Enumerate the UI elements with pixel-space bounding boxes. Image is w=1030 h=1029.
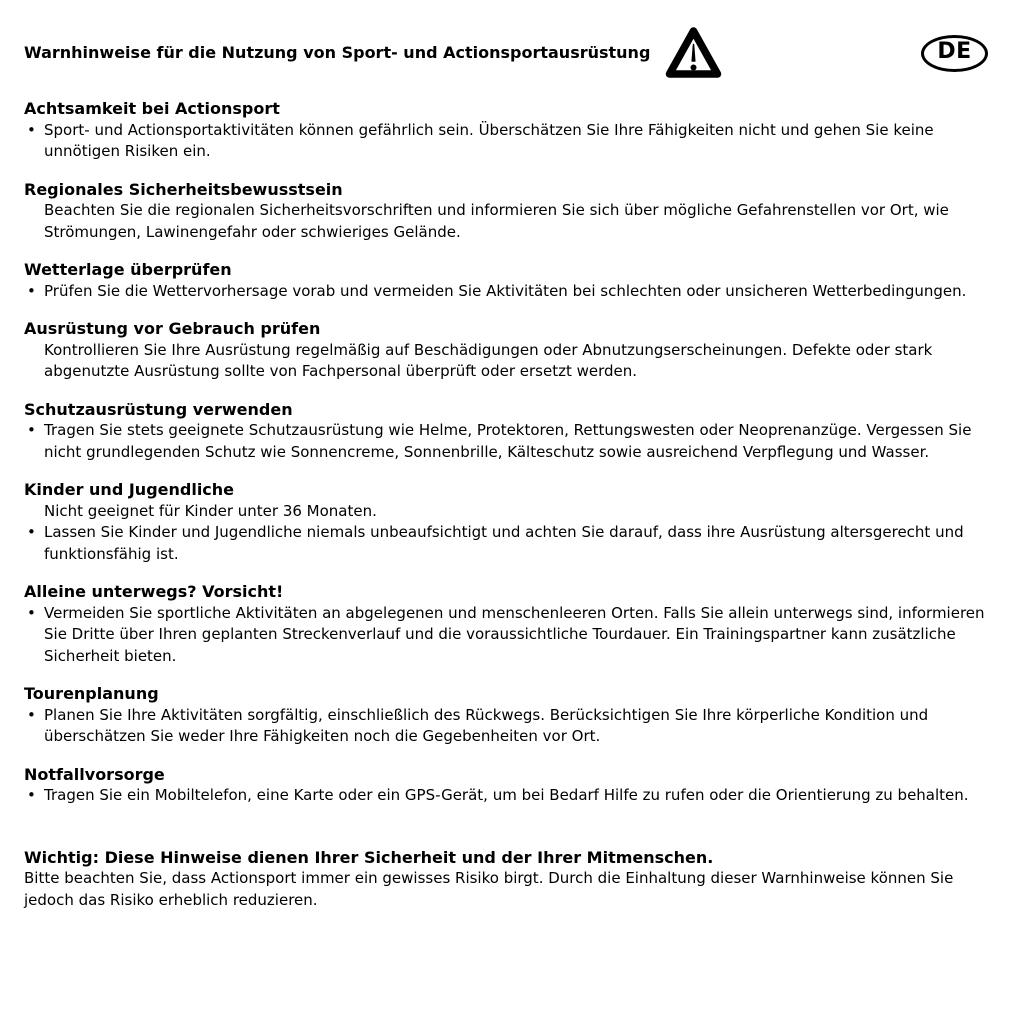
bullet-marker: •	[27, 603, 36, 622]
document-footer	[24, 847, 1006, 912]
item-text: Nicht geeignet für Kinder unter 36 Monaten.	[44, 501, 377, 520]
section-notfallvorsorge	[24, 764, 1006, 807]
item-text: Kontrollieren Sie Ihre Ausrüstung regelmäßig auf Beschädigungen oder Abnutzungserscheinungen. Defekte oder stark abgenutzte Ausrüstung sollte von Fachpersonal überprüft oder ersetzt werden.	[44, 340, 933, 380]
plain-item	[24, 200, 1006, 243]
item-text: Prüfen Sie die Wettervorhersage vorab und vermeiden Sie Aktivitäten bei schlechten oder unsicheren Wetterbedingungen.	[44, 281, 967, 300]
section-heading: Regionales Sicherheitsbewusstsein	[24, 179, 343, 199]
item-text: Vermeiden Sie sportliche Aktivitäten an abgelegenen und menschenleeren Orten. Falls Sie allein unterwegs sind, informieren Sie Dritte über Ihren geplanten Streckenverlauf und die voraussichtliche Tourdauer. Ein Trainingspartner kann zusätzliche Sicherheit bieten.	[44, 603, 985, 665]
bullet-item	[24, 603, 1006, 668]
section-heading: Tourenplanung	[24, 684, 159, 703]
section-heading: Alleine unterwegs? Vorsicht!	[24, 582, 284, 601]
footer-emphasis: Wichtig: Diese Hinweise dienen Ihrer Sicherheit und der Ihrer Mitmenschen.	[24, 847, 714, 867]
section-heading: Kinder und Jugendliche	[24, 480, 235, 499]
bullet-item	[24, 120, 1006, 163]
bullet-item	[24, 785, 1006, 807]
section-alleine-unterwegs	[24, 581, 1006, 667]
bullet-item	[24, 281, 1006, 303]
section-achtsamkeit	[24, 98, 1006, 163]
bullet-marker: •	[27, 281, 36, 300]
warning-triangle-icon	[664, 25, 723, 81]
plain-item	[24, 501, 1006, 523]
section-heading: Wetterlage überprüfen	[24, 260, 232, 279]
bullet-item	[24, 705, 1006, 748]
bullet-marker: •	[27, 120, 36, 139]
section-tourenplanung	[24, 683, 1006, 748]
item-text: Tragen Sie stets geeignete Schutzausrüstung wie Helme, Protektoren, Rettungswesten oder Neoprenanzüge. Vergessen Sie nicht grundlegenden Schutz wie Sonnencreme, Sonnenbrille, Kälteschutz sowie ausreichend Verpflegung und Wasser.	[44, 421, 972, 461]
item-text: Beachten Sie die regionalen Sicherheitsvorschriften und informieren Sie sich über mögliche Gefahrenstellen vor Ort, wie Strömungen, Lawinengefahr oder schwieriges Gelände.	[44, 201, 949, 241]
item-text: Tragen Sie ein Mobiltelefon, eine Karte oder ein GPS-Gerät, um bei Bedarf Hilfe zu rufen oder die Orientierung zu behalten.	[44, 786, 969, 804]
document-body	[24, 98, 1006, 807]
document-header	[24, 24, 1006, 82]
section-heading: Achtsamkeit bei Actionsport	[24, 99, 280, 118]
section-schutzausruestung	[24, 399, 1006, 464]
bullet-marker: •	[27, 705, 36, 724]
language-badge	[921, 35, 988, 72]
bullet-item	[24, 420, 1006, 463]
section-ausruestung-pruefen	[24, 318, 1006, 383]
section-kinder-und-jugendliche	[24, 479, 1006, 565]
item-text: Sport- und Actionsportaktivitäten können gefährlich sein. Überschätzen Sie Ihre Fähigkeiten nicht und gehen Sie keine unnötigen Risiken ein.	[44, 120, 934, 160]
footer-text: Bitte beachten Sie, dass Actionsport immer ein gewisses Risiko birgt. Durch die Einhaltung dieser Warnhinweise können Sie jedoch das Risiko erheblich reduzieren.	[24, 869, 954, 909]
document-title: Warnhinweise für die Nutzung von Sport- und Actionsportausrüstung	[24, 43, 651, 63]
item-text: Lassen Sie Kinder und Jugendliche niemals unbeaufsichtigt und achten Sie darauf, dass ihre Ausrüstung altersgerecht und funktionsfähig ist.	[44, 523, 964, 563]
language-badge-label: DE	[937, 39, 972, 64]
section-heading: Ausrüstung vor Gebrauch prüfen	[24, 319, 321, 338]
plain-item	[24, 340, 1006, 383]
section-heading: Notfallvorsorge	[24, 764, 165, 784]
section-heading: Schutzausrüstung verwenden	[24, 399, 293, 419]
section-regionales-sicherheitsbewusstsein	[24, 179, 1006, 244]
bullet-item	[24, 522, 1006, 565]
item-text: Planen Sie Ihre Aktivitäten sorgfältig, einschließlich des Rückwegs. Berücksichtigen Sie Ihre körperliche Kondition und überschätzen Sie weder Ihre Fähigkeiten noch die Gegebenheiten vor Ort.	[44, 705, 929, 745]
bullet-marker: •	[27, 421, 36, 439]
bullet-marker: •	[27, 523, 36, 541]
bullet-marker: •	[27, 786, 36, 804]
section-wetterlage	[24, 259, 1006, 302]
